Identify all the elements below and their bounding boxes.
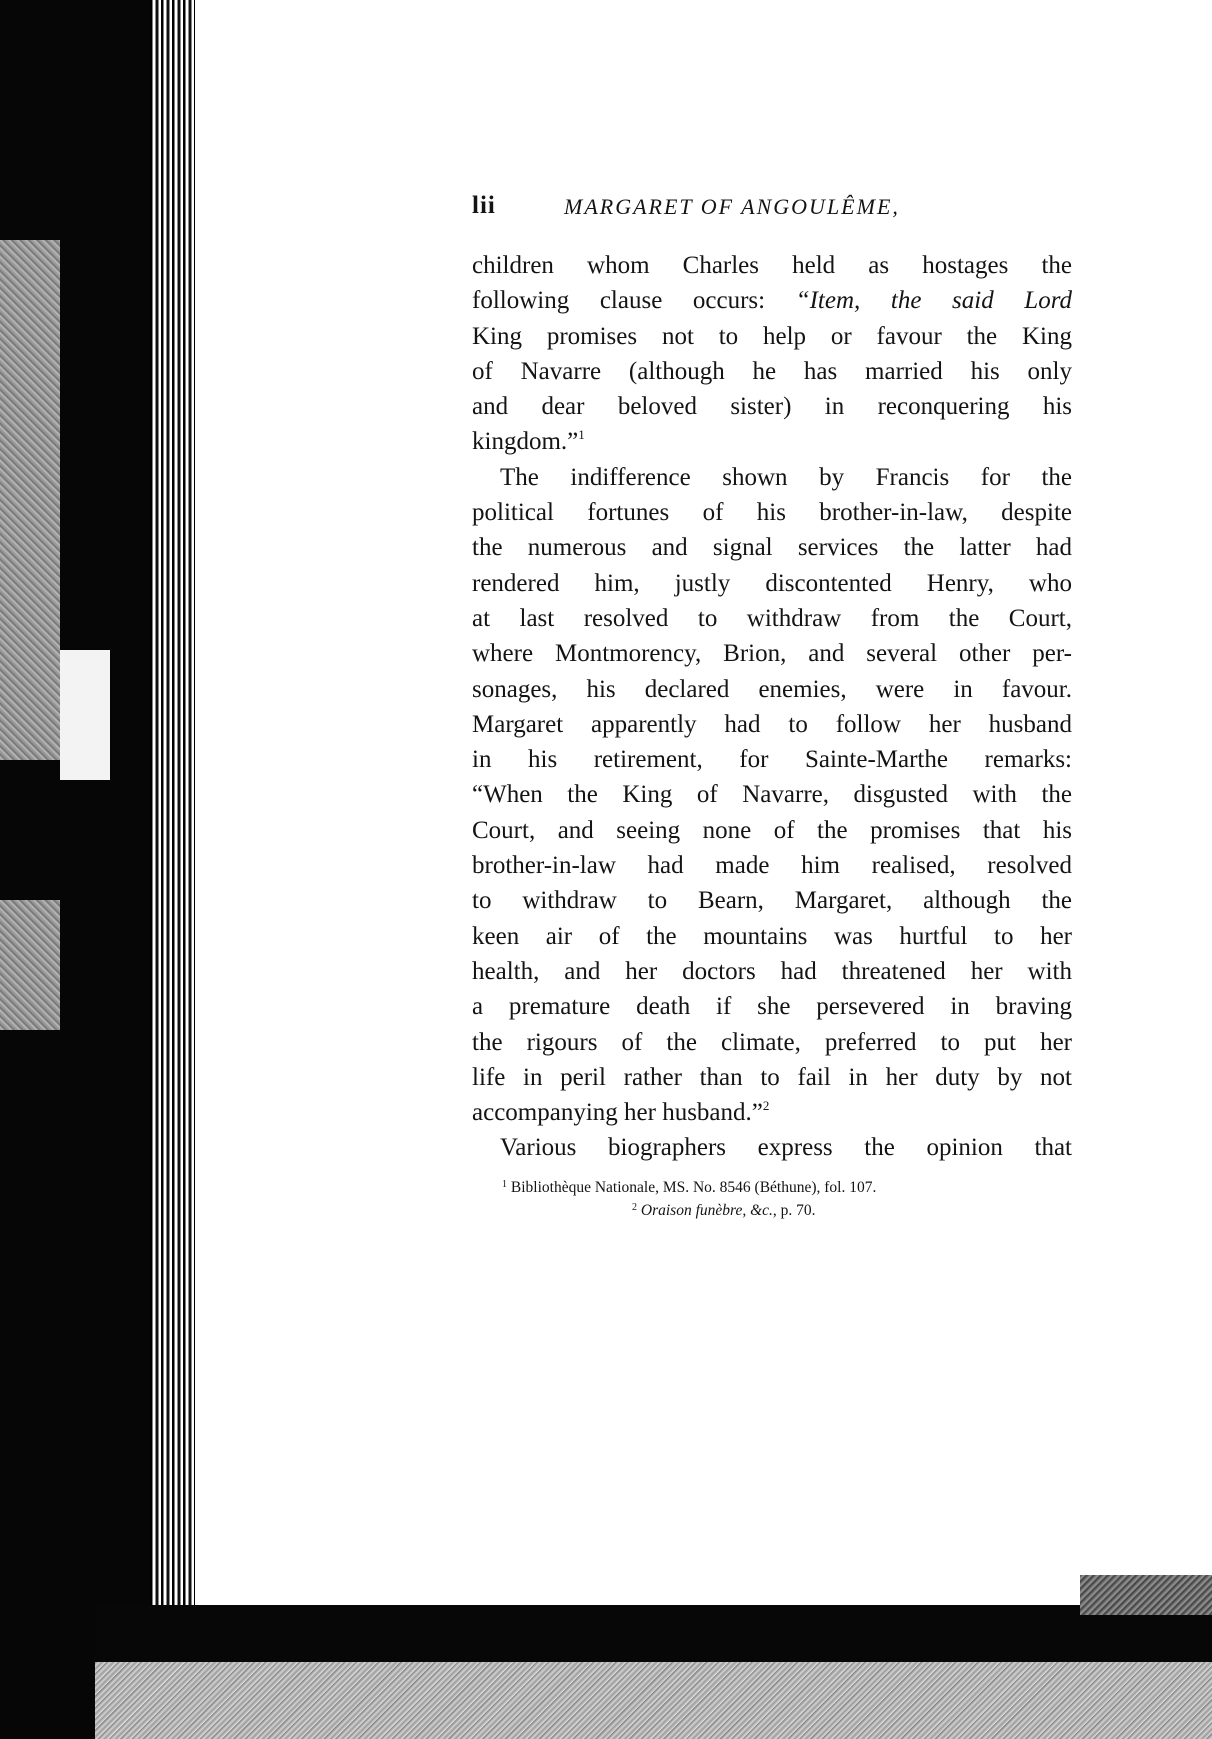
body-text xyxy=(472,248,1072,1166)
text-line: Court, and seeing none of the promises that his xyxy=(472,816,1072,844)
footnote-ref: 1 xyxy=(578,427,585,443)
text-line: a premature death if she persevered in braving xyxy=(472,993,1072,1021)
text-line: children whom Charles held as hostages the xyxy=(472,252,1072,279)
page-number: lii xyxy=(472,192,496,219)
text-line xyxy=(472,283,1072,318)
text-line: King promises not to help or favour the King xyxy=(472,322,1072,350)
bottom-shadow xyxy=(95,1605,1212,1665)
footnote-title: Oraison funèbre, &c. xyxy=(640,1202,773,1219)
text-line: brother-in-law had made him realised, resolved xyxy=(472,852,1072,880)
binding-texture xyxy=(0,900,60,1030)
running-head xyxy=(472,192,1072,232)
text-italic: “Item, the said Lord xyxy=(795,287,1072,315)
text-line: in his retirement, for Sainte-Marthe remarks: xyxy=(472,746,1072,774)
binding-texture xyxy=(0,240,60,760)
text-line-content: kingdom.” xyxy=(472,428,579,456)
footnote-2 xyxy=(472,1199,1072,1222)
footnote-1 xyxy=(472,1176,1072,1199)
text-line: where Montmorency, Brion, and several other per- xyxy=(472,640,1072,668)
text-line: and dear beloved sister) in reconquering his xyxy=(472,393,1072,421)
footnote-text: , p. 70. xyxy=(772,1202,816,1219)
text-line: life in peril rather than to fail in her duty by not xyxy=(472,1063,1072,1091)
text-line xyxy=(472,424,1072,459)
text-line-content: accompanying her husband.” xyxy=(472,1099,763,1127)
text-roman: following clause occurs: xyxy=(472,287,796,315)
text-line: rendered him, justly discontented Henry, who xyxy=(472,569,1072,597)
page-edges xyxy=(150,0,195,1640)
bottom-texture xyxy=(95,1662,1212,1739)
footnotes xyxy=(472,1176,1072,1222)
footnote-ref: 2 xyxy=(762,1098,770,1114)
text-line: the rigours of the climate, preferred to put her xyxy=(472,1028,1072,1056)
footnote-text: Bibliothèque Nationale, MS. No. 8546 (Béthune), fol. 107. xyxy=(510,1179,877,1196)
running-title: MARGARET OF ANGOULÊME, xyxy=(564,194,900,219)
text-line: the numerous and signal services the latter had xyxy=(472,534,1072,562)
text-line xyxy=(472,1095,1072,1130)
text-line: political fortunes of his brother-in-law, despite xyxy=(472,499,1072,527)
text-line: The indifference shown by Francis for the xyxy=(500,463,1072,491)
text-line: Margaret apparently had to follow her husband xyxy=(472,710,1072,738)
corner-texture xyxy=(1080,1575,1212,1615)
text-line: sonages, his declared enemies, were in favour. xyxy=(472,675,1072,703)
text-line: “When the King of Navarre, disgusted with the xyxy=(472,781,1072,809)
text-line: keen air of the mountains was hurtful to her xyxy=(472,922,1072,950)
text-line: to withdraw to Bearn, Margaret, although the xyxy=(472,887,1072,915)
text-line: Various biographers express the opinion that xyxy=(500,1134,1072,1162)
text-line: at last resolved to withdraw from the Court, xyxy=(472,604,1072,632)
text-line: health, and her doctors had threatened her with xyxy=(472,957,1072,985)
text-line: of Navarre (although he has married his only xyxy=(472,357,1072,385)
footnote-mark: 1 xyxy=(502,1179,507,1190)
binding-highlight xyxy=(60,650,110,780)
footnote-mark: 2 xyxy=(632,1202,637,1213)
